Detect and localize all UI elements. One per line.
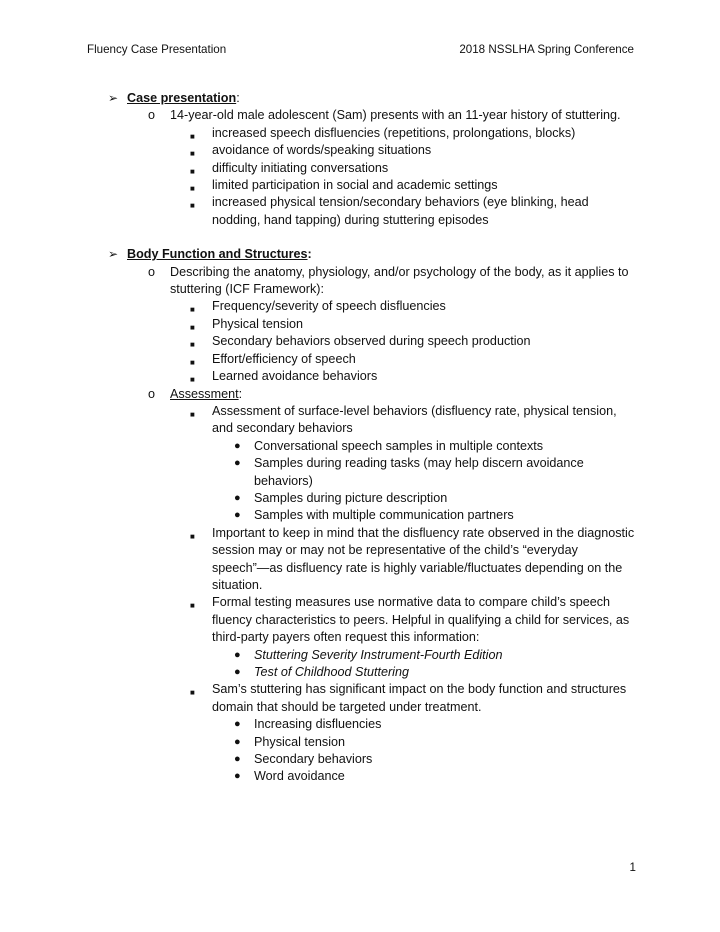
list-item-text: Conversational speech samples in multiple contexts [254,438,544,453]
list-item [0,734,720,751]
dot-bullet-icon: ● [234,439,241,452]
list-item-text: Formal testing measures use normative data to compare child’s speech fluency characteristics to peers. Helpful in qualifying a child for services, as third-party payers often request this information: [212,595,630,645]
list-item-text: Sam’s stuttering has significant impact on the body function and structures domain that should be targeted under treatment. [212,682,627,714]
document-body [0,90,720,786]
list-item [0,490,720,507]
dot-bullet-icon: ● [234,753,241,766]
list-item-text: Word avoidance [254,769,345,784]
list-item [0,316,720,333]
list-item-text: Samples with multiple communication partners [254,508,514,523]
list-item [0,664,720,681]
list-item [0,647,720,664]
assessment-label: Assessment [170,386,239,401]
case-presentation-heading: Case presentation [127,91,237,105]
square-bullet-icon: ■ [190,131,195,141]
test-name: Test of Childhood Stuttering [254,665,409,679]
list-item-text: limited participation in social and academic settings [212,178,498,193]
list-item [0,160,720,177]
circle-bullet-icon: o [148,386,156,401]
list-item-text: Samples during reading tasks (may help discern avoidance behaviors) [254,456,584,488]
square-bullet-icon: ■ [190,166,195,176]
dot-bullet-icon: ● [234,735,241,748]
assessment-heading [0,386,720,403]
list-item-text: Physical tension [212,316,304,331]
square-bullet-icon: ■ [190,305,195,315]
list-item-text: Increasing disfluencies [254,717,382,732]
dot-bullet-icon: ● [234,648,241,661]
page-number: 1 [629,861,636,874]
list-item [0,368,720,385]
square-bullet-icon: ■ [190,201,195,211]
list-item [0,125,720,142]
list-item [0,507,720,524]
list-item [0,438,720,455]
header-conference: 2018 NSSLHA Spring Conference [459,43,634,56]
case-summary-text: 14-year-old male adolescent (Sam) presents with an 11-year history of stuttering. [170,108,621,123]
square-bullet-icon: ■ [190,688,195,698]
list-item-text: Secondary behaviors observed during speech production [212,334,531,349]
dot-bullet-icon: ● [234,509,241,522]
body-function-description [0,264,720,299]
surface-assessment [0,403,720,438]
body-function-heading: Body Function and Structures [127,247,308,262]
list-item-text: Secondary behaviors [254,752,373,767]
impact-statement [0,681,720,716]
arrow-bullet-icon: ➢ [108,91,119,105]
list-item [0,716,720,733]
square-bullet-icon: ■ [190,149,195,159]
disfluency-note [0,525,720,595]
list-item-text: Important to keep in mind that the disfluency rate observed in the diagnostic session may or may not be representative of the child’s “everyday speech”—as disfluency rate is highly variable/fluctuates depending on the situation. [212,525,635,592]
square-bullet-icon: ■ [190,531,195,541]
circle-bullet-icon: o [148,264,156,279]
circle-bullet-icon: o [148,108,156,123]
description-text: Describing the anatomy, physiology, and/or psychology of the body, as it applies to stuttering (ICF Framework): [170,264,629,297]
list-item [0,177,720,194]
square-bullet-icon: ■ [190,184,195,194]
case-presentation-section [0,90,720,107]
list-item [0,351,720,368]
list-item [0,142,720,159]
square-bullet-icon: ■ [190,340,195,350]
test-name: Stuttering Severity Instrument-Fourth Edition [254,647,503,662]
list-item [0,751,720,768]
arrow-bullet-icon: ➢ [108,247,119,262]
list-item-text: Effort/efficiency of speech [212,351,356,366]
assessment-colon: : [238,386,243,401]
square-bullet-icon: ■ [190,322,195,332]
header-title: Fluency Case Presentation [87,43,227,56]
body-function-section [0,246,720,263]
case-summary [0,107,720,124]
list-item-text: difficulty initiating conversations [212,160,389,175]
square-bullet-icon: ■ [190,601,195,611]
list-item [0,194,720,229]
dot-bullet-icon: ● [234,666,241,678]
list-item-text: Frequency/severity of speech disfluencies [212,299,446,314]
dot-bullet-icon: ● [234,770,241,783]
list-item-text: Assessment of surface-level behaviors (disfluency rate, physical tension, and secondary behaviors [212,403,617,436]
list-item-text: increased speech disfluencies (repetitions, prolongations, blocks) [212,125,576,140]
list-item [0,768,720,785]
list-item-text: avoidance of words/speaking situations [212,143,432,158]
list-item [0,333,720,350]
list-item-text: Learned avoidance behaviors [212,369,378,384]
dot-bullet-icon: ● [234,491,241,504]
list-item [0,455,720,490]
list-item-text: Samples during picture description [254,490,448,505]
square-bullet-icon: ■ [190,409,195,419]
square-bullet-icon: ■ [190,357,195,367]
list-item [0,298,720,315]
dot-bullet-icon: ● [234,457,241,470]
heading-colon: : [236,91,240,105]
heading-colon: : [307,247,312,262]
square-bullet-icon: ■ [190,375,195,385]
list-item-text: Physical tension [254,734,346,749]
formal-testing [0,594,720,646]
list-item-text: increased physical tension/secondary behaviors (eye blinking, head nodding, hand tapping) during stuttering episodes [212,195,589,227]
dot-bullet-icon: ● [234,718,241,731]
